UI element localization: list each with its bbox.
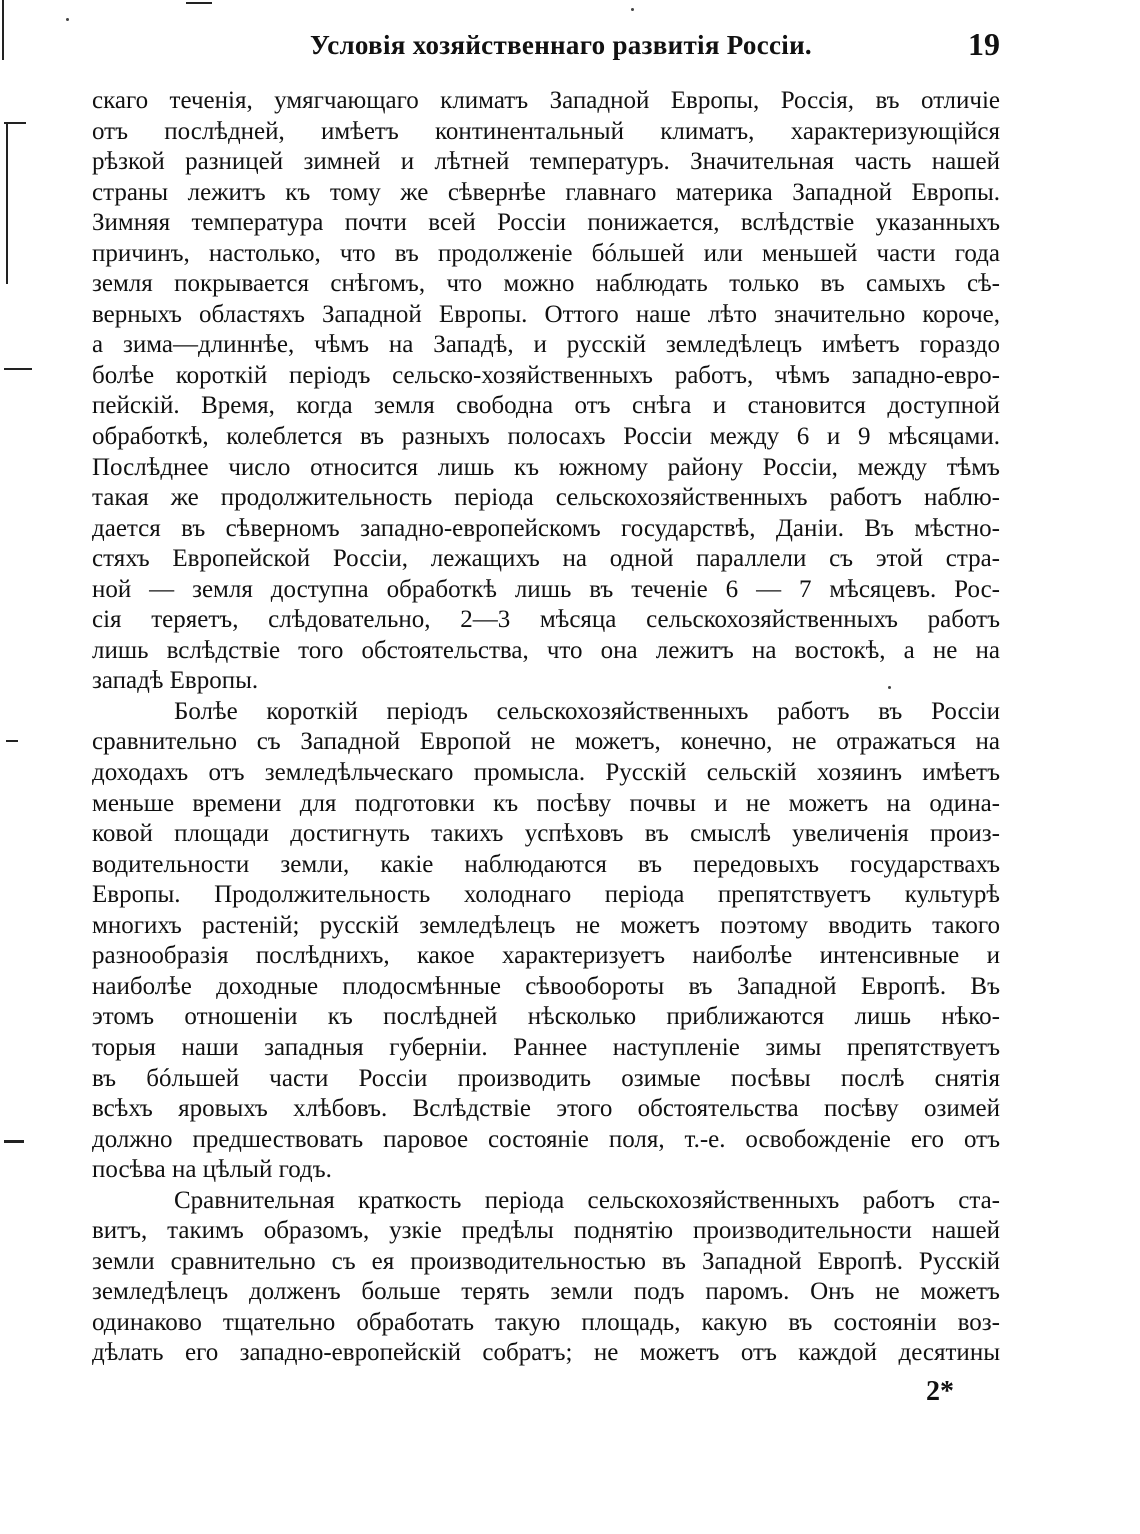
text-line: сія теряетъ, слѣдовательно, 2—3 мѣсяца сельскохозяйственныхъ работъ: [92, 606, 1000, 634]
signature-mark: 2*: [926, 1376, 954, 1407]
page-number: 19: [968, 26, 1000, 62]
paragraph: [92, 697, 1000, 1186]
scan-edge-mark: [4, 368, 32, 370]
paragraph: [92, 86, 1000, 697]
body-text: [92, 86, 1000, 1369]
scan-edge-mark: [186, 2, 212, 4]
text-line: причинъ, настолько, что въ продолженіе бóльшей или меньшей части года: [92, 239, 1000, 267]
text-line: земледѣлецъ долженъ больше терять земли подъ паромъ. Онъ не можетъ: [92, 1278, 1000, 1306]
running-header: [92, 26, 1000, 66]
text-line: скаго теченія, умягчающаго климатъ Западной Европы, Россія, въ отличіе: [92, 87, 1000, 114]
text-line: этомъ отношеніи къ послѣдней нѣсколько приближаются лишь нѣко-: [92, 1003, 1000, 1031]
text-line: а зима—длиннѣе, чѣмъ на Западѣ, и русскій земледѣлецъ имѣетъ гораздо: [92, 331, 1000, 359]
text-line: лишь вслѣдствіе того обстоятельства, что она лежитъ на востокѣ, а не на: [92, 636, 1000, 664]
text-line: отъ послѣдней, имѣетъ континентальный климатъ, характеризующійся: [92, 117, 1000, 145]
text-line: рѣзкой разницей зимней и лѣтней температуръ. Значительная часть нашей: [92, 148, 1000, 176]
scan-edge-mark: [4, 1140, 24, 1143]
text-line: должно предшествовать паровое состояніе поля, т.-е. освобожденіе его отъ: [92, 1125, 1000, 1153]
scan-edge-mark: [2, 0, 4, 60]
text-line: дается въ сѣверномъ западно-европейскомъ государствѣ, Даніи. Въ мѣстно-: [92, 514, 1000, 542]
text-line: земли сравнительно съ ея производительностью въ Западной Европѣ. Русскій: [92, 1247, 1000, 1275]
text-line: водительности земли, какіе наблюдаются въ передовыхъ государствахъ: [92, 850, 1000, 878]
text-line: болѣе короткій періодъ сельско-хозяйственныхъ работъ, чѣмъ западно-евро-: [92, 361, 1000, 389]
text-line: Зимняя температура почти всей Россіи понижается, вслѣдствіе указанныхъ: [92, 209, 1000, 237]
text-line: многихъ растеній; русскій земледѣлецъ не можетъ поэтому вводить такого: [92, 911, 1000, 939]
text-line: такая же продолжительность періода сельскохозяйственныхъ работъ наблю-: [92, 484, 1000, 512]
text-line: ковой площади достигнуть такихъ успѣховъ въ смыслѣ увеличенія произ-: [92, 820, 1000, 848]
text-line: Сравнительная краткость періода сельскохозяйственныхъ работъ ста-: [174, 1186, 1000, 1214]
text-line: пейскій. Время, когда земля свободна отъ снѣга и становится доступной: [92, 392, 1000, 420]
text-line: витъ, такимъ образомъ, узкіе предѣлы поднятію производительности нашей: [92, 1217, 1000, 1245]
text-line: посѣва на цѣлый годъ.: [92, 1156, 332, 1184]
scan-speck: [631, 8, 634, 11]
text-line: обработкѣ, колеблется въ разныхъ полосахъ Россіи между 6 и 9 мѣсяцами.: [92, 423, 1000, 451]
text-line: дѣлать его западно-европейскій собратъ; не можетъ отъ каждой десятины: [92, 1339, 1000, 1367]
text-line: западѣ Европы.: [92, 667, 259, 695]
text-line: въ бóльшей части Россіи производить озимые посѣвы послѣ снятія: [92, 1064, 1000, 1092]
scan-edge-mark: [6, 740, 18, 742]
paragraph: [92, 1186, 1000, 1369]
running-title: Условія хозяйственнаго развитія Россіи.: [310, 30, 812, 60]
text-line: Послѣднее число относится лишь къ южному району Россіи, между тѣмъ: [92, 453, 1000, 481]
scan-edge-mark: [6, 124, 8, 284]
text-line: Европы. Продолжительность холоднаго періода препятствуетъ культурѣ: [92, 881, 1000, 909]
text-line: ной — земля доступна обработкѣ лишь въ теченіе 6 — 7 мѣсяцевъ. Рос-: [92, 575, 1000, 603]
text-line: одинаково тщательно обработать такую площадь, какую въ состояніи воз-: [92, 1308, 1000, 1336]
text-line: страны лежитъ къ тому же сѣвернѣе главнаго материка Западной Европы.: [92, 178, 1000, 206]
text-line: меньше времени для подготовки къ посѣву почвы и не можетъ на одина-: [92, 789, 1000, 817]
text-line: наиболѣе доходные плодосмѣнные сѣвообороты въ Западной Европѣ. Въ: [92, 972, 1000, 1000]
text-line: сравнительно съ Западной Европой не можетъ, конечно, не отражаться на: [92, 728, 1000, 756]
text-line: разнообразія послѣднихъ, какое характеризуетъ наиболѣе интенсивные и: [92, 942, 1000, 970]
text-line: верныхъ областяхъ Западной Европы. Оттого наше лѣто значительно короче,: [92, 300, 1000, 328]
text-line: Болѣе короткій періодъ сельскохозяйственныхъ работъ въ Россіи: [174, 697, 1000, 725]
text-line: стяхъ Европейской Россіи, лежащихъ на одной параллели съ этой стра-: [92, 545, 1000, 573]
text-line: земля покрывается снѣгомъ, что можно наблюдать только въ самыхъ сѣ-: [92, 270, 1000, 298]
text-line: торыя наши западныя губерніи. Раннее наступленіе зимы препятствуетъ: [92, 1033, 1000, 1061]
scan-speck: [66, 18, 69, 21]
text-line: доходахъ отъ земледѣльческаго промысла. Русскій сельскій хозяинъ имѣетъ: [92, 759, 1000, 787]
text-line: всѣхъ яровыхъ хлѣбовъ. Вслѣдствіе этого обстоятельства посѣву озимей: [92, 1095, 1000, 1123]
